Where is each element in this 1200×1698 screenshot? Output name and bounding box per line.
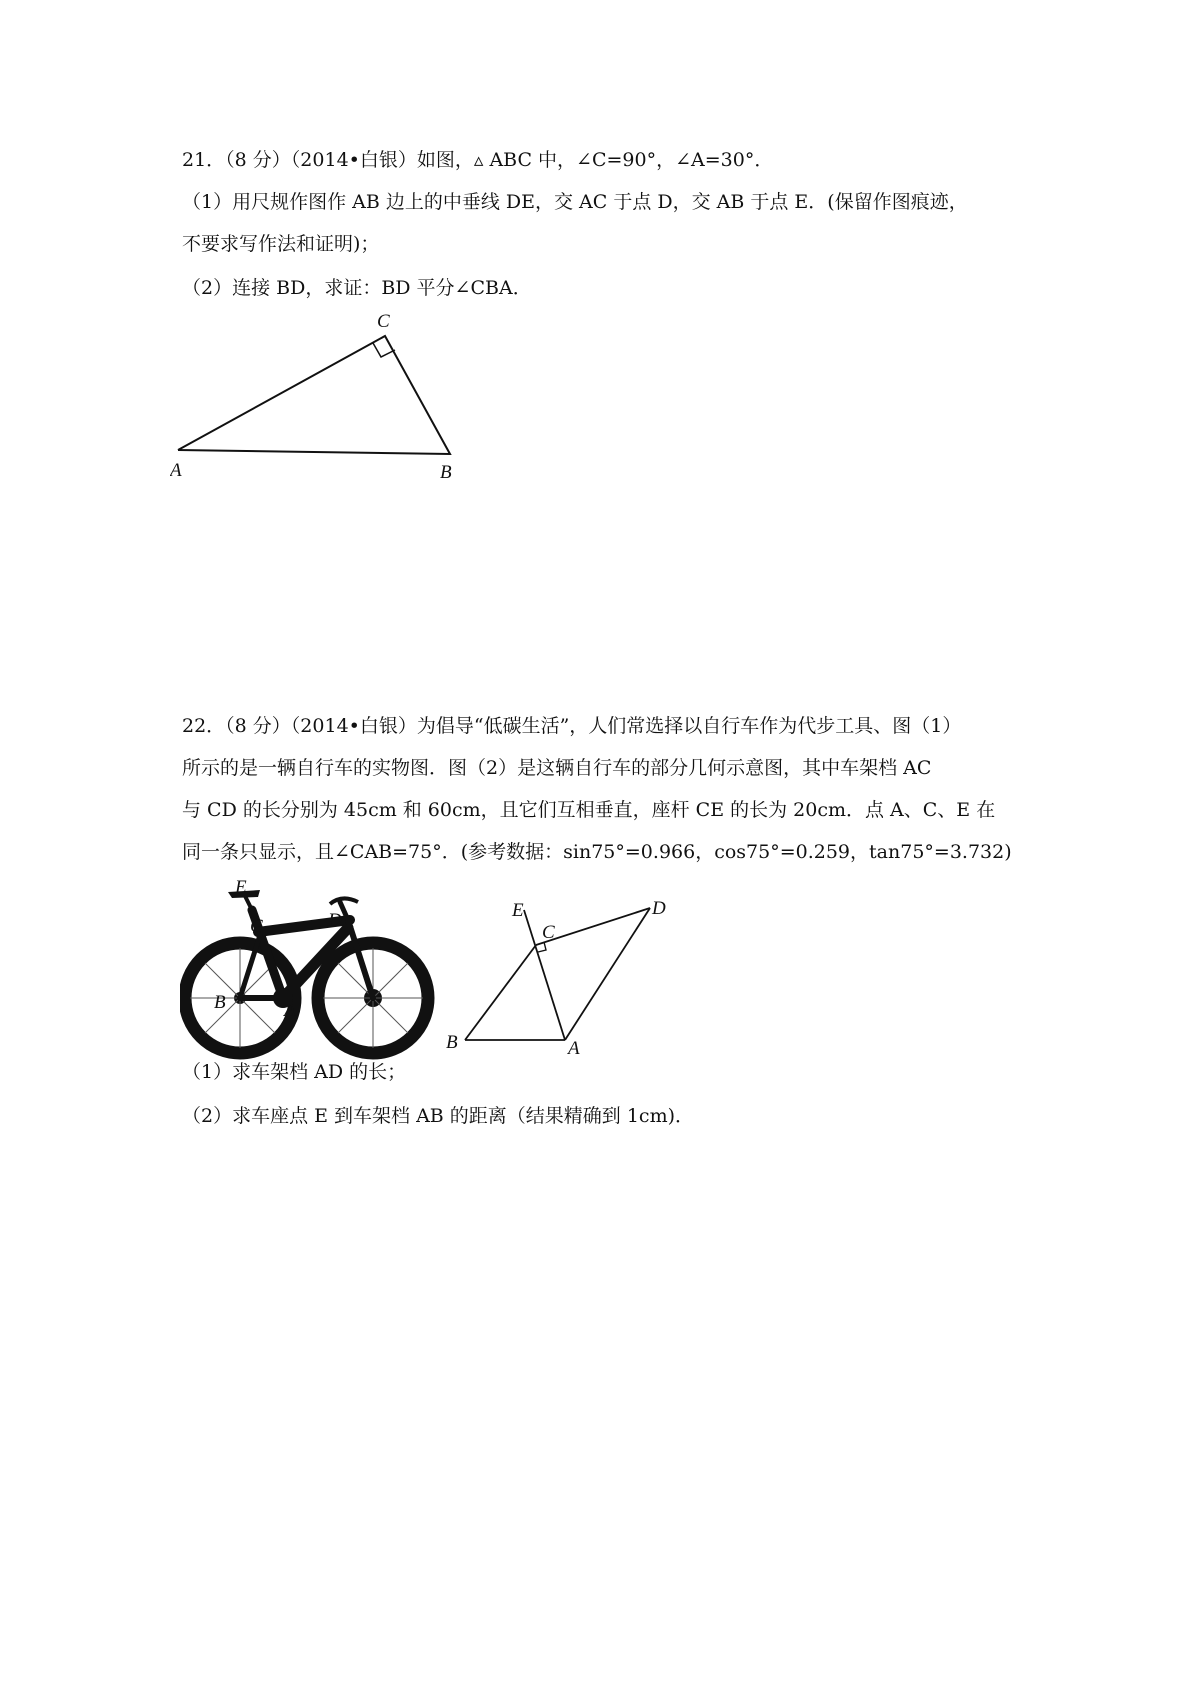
q21-part1-line2: 不要求写作法和证明)；: [182, 233, 380, 255]
label-c: C: [377, 311, 390, 332]
frame-geometry-figure: [440, 880, 690, 1060]
diagram-label-b: B: [446, 1032, 458, 1053]
q22-part2: （2）求车座点 E 到车架档 AB 的距离（结果精确到 1cm)．: [182, 1105, 694, 1127]
q21-stem: 21．（8 分）（2014•白银）如图，▵ ABC 中，∠C=90°，∠A=30°．: [182, 149, 774, 171]
diagram-label-e: E: [512, 900, 524, 921]
q22-stem-line4: 同一条只显示，且∠CAB=75°．(参考数据：sin75°=0.966，cos75°=0.259，tan75°=3.732): [182, 841, 1012, 863]
q22-stem-line3: 与 CD 的长分别为 45cm 和 60cm，且它们互相垂直，座杆 CE 的长为 20cm．点 A、C、E 在: [182, 799, 996, 821]
diagram-label-a: A: [568, 1038, 580, 1059]
q21-part2: （2）连接 BD，求证：BD 平分∠CBA．: [182, 277, 532, 299]
segment-ad: [565, 908, 650, 1040]
q22-stem-line2: 所示的是一辆自行车的实物图．图（2）是这辆自行车的部分几何示意图，其中车架档 AC: [182, 757, 932, 779]
label-a: A: [170, 460, 182, 481]
handlebar: [330, 898, 358, 904]
diagram-label-c: C: [542, 922, 555, 943]
fork: [348, 920, 373, 998]
triangle-abc-figure: [170, 308, 500, 488]
triangle-abc: [178, 336, 450, 454]
bike-label-b: B: [214, 992, 226, 1013]
q22-stem-line1: 22．（8 分）（2014•白银）为倡导“低碳生活”，人们常选择以自行车作为代步工具、图（1）: [182, 715, 962, 737]
bike-label-e: E: [235, 880, 247, 898]
segment-bc: [465, 945, 536, 1040]
bike-label-c: C: [250, 916, 263, 937]
bicycle-figure: [180, 880, 440, 1060]
bike-label-d: D: [328, 910, 342, 931]
diagram-label-d: D: [652, 898, 666, 919]
label-b: B: [440, 462, 452, 483]
q22-part1: （1）求车架档 AD 的长；: [182, 1061, 407, 1083]
q21-part1-line1: （1）用尺规作图作 AB 边上的中垂线 DE，交 AC 于点 D，交 AB 于点 E．(保留作图痕迹，: [182, 191, 968, 213]
bike-label-a: A: [284, 1000, 296, 1021]
